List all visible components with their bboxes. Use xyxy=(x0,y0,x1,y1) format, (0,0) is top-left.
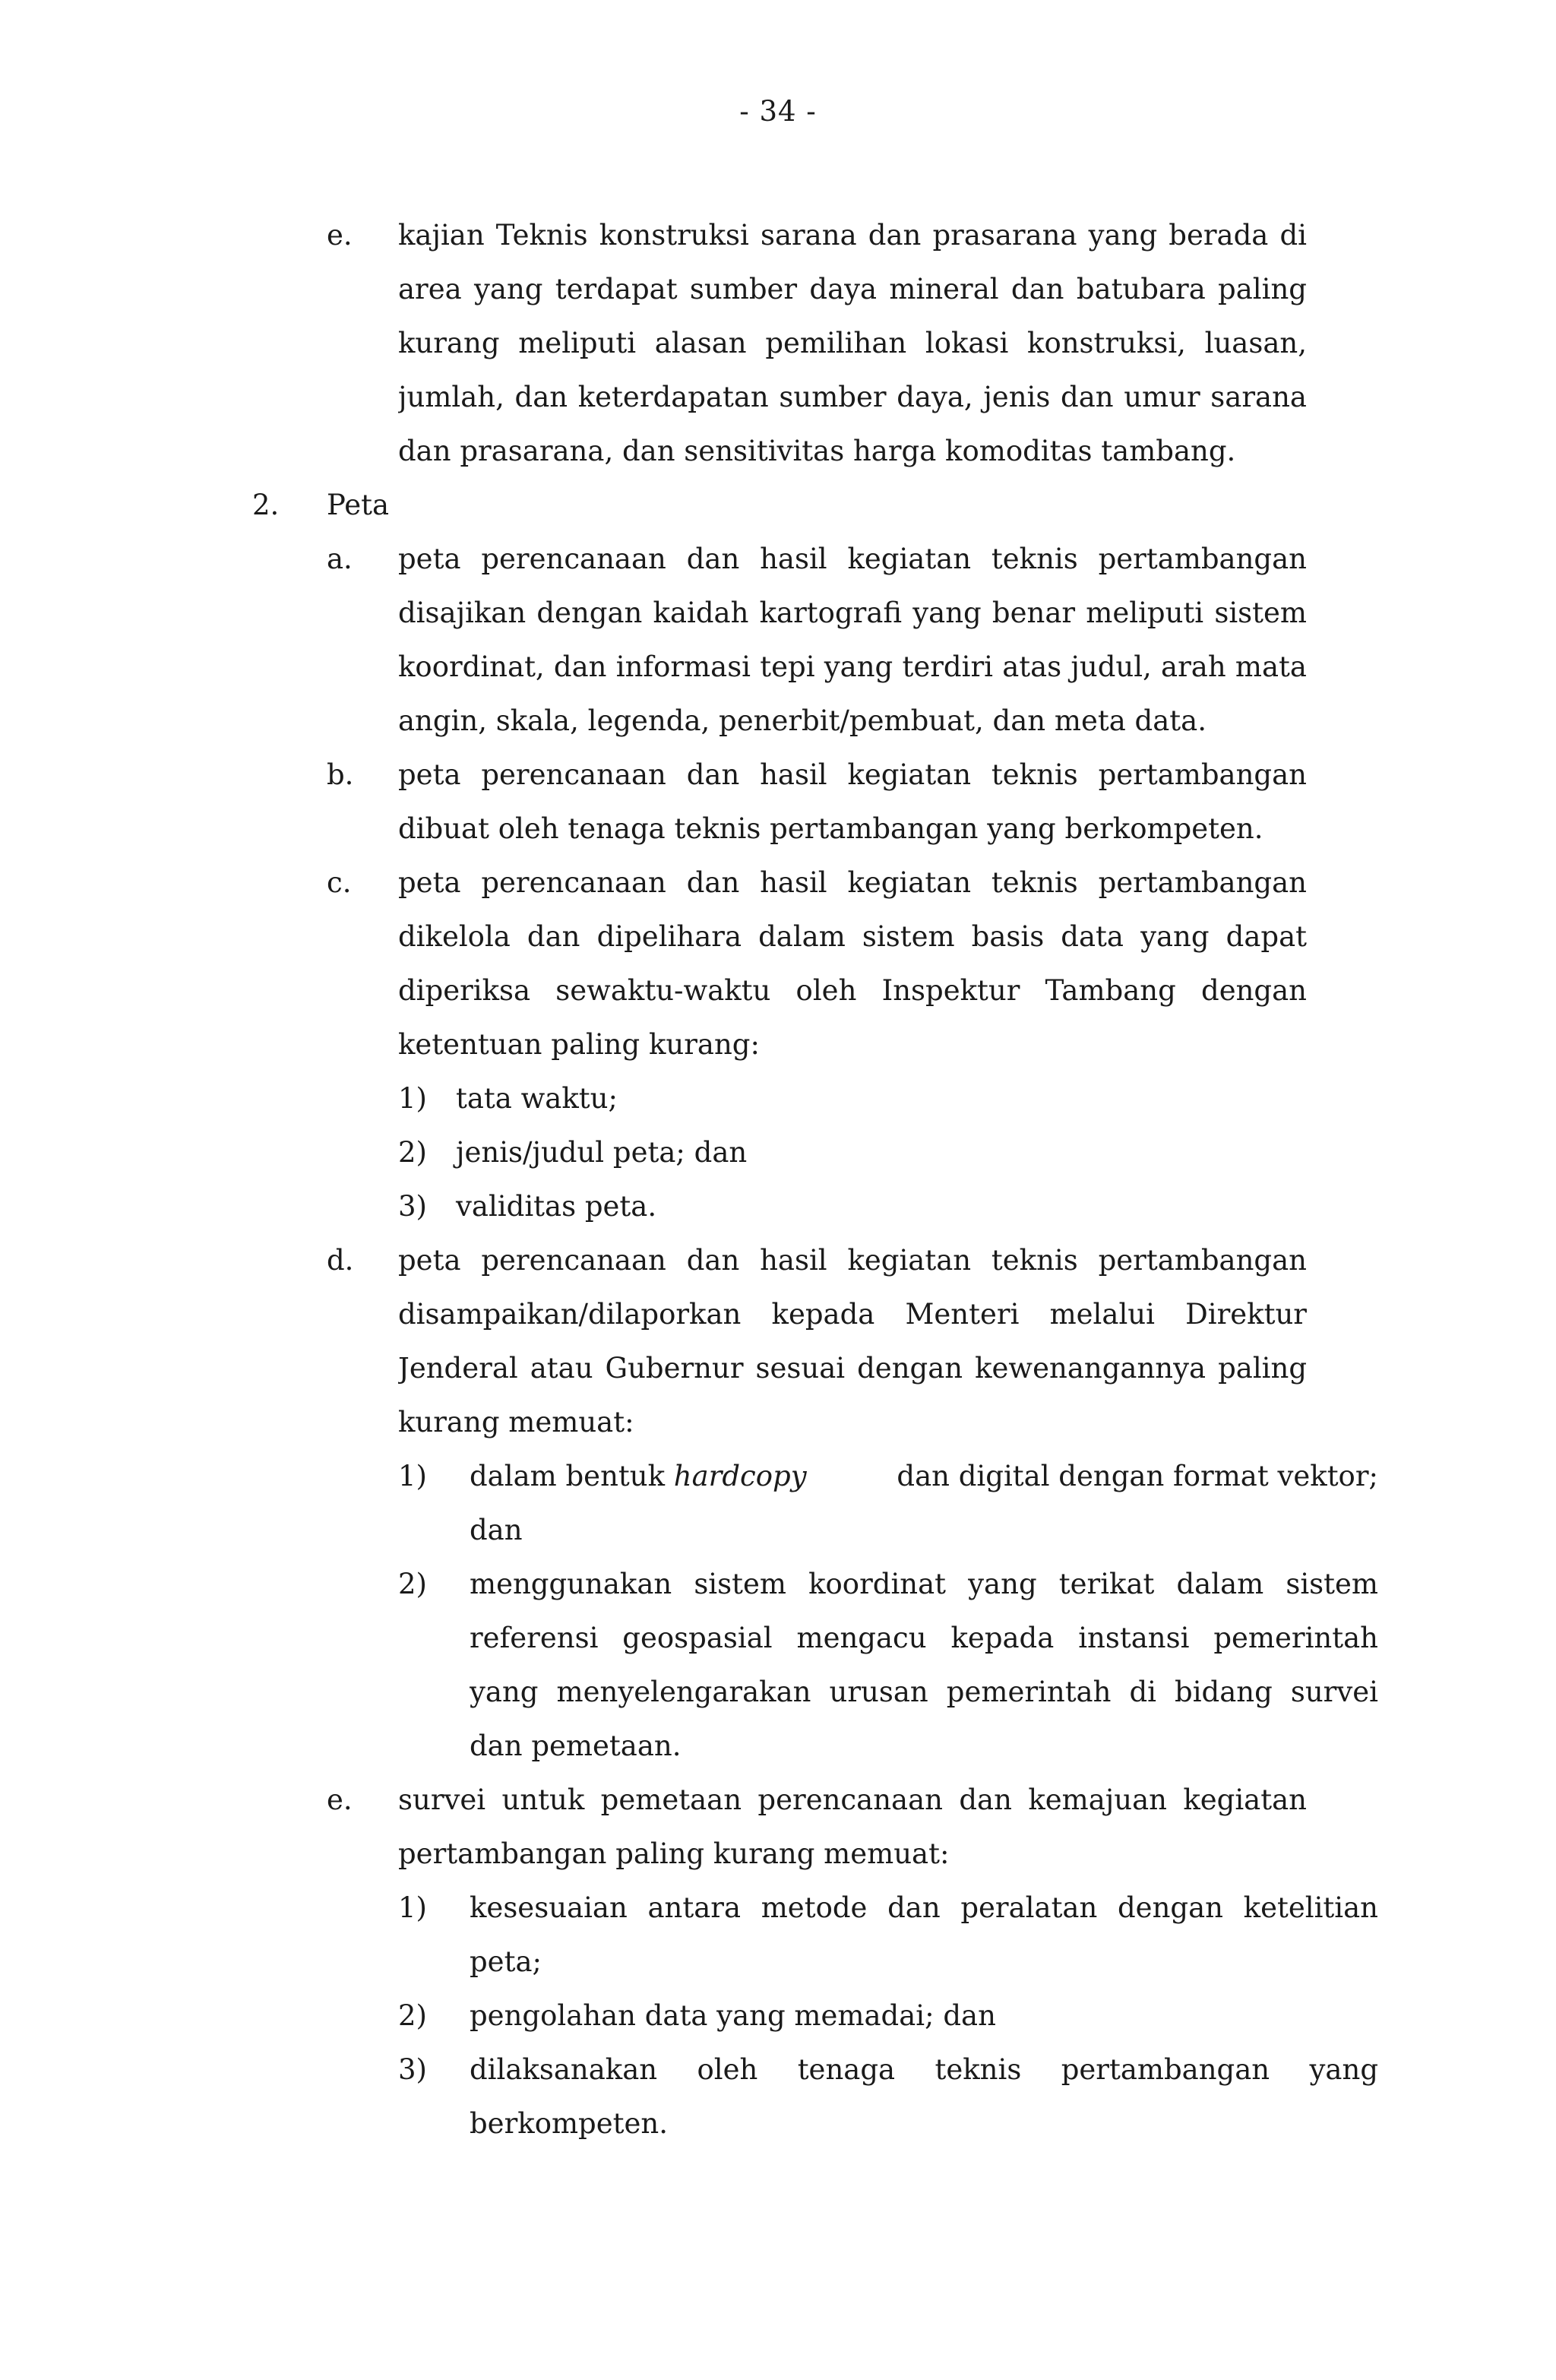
list-item-a xyxy=(0,532,1556,586)
sub-item-marker: 3) xyxy=(398,2053,427,2086)
paragraph-line: peta perencanaan dan hasil kegiatan teknis pertambangan xyxy=(398,1244,1307,1277)
sub-list-item xyxy=(0,1071,1556,1125)
sub-item-text: berkompeten. xyxy=(470,2107,668,2140)
sub-item-marker: 1) xyxy=(398,1082,427,1115)
paragraph-line: dan prasarana, dan sensitivitas harga komoditas tambang. xyxy=(398,435,1236,467)
sub-list-item xyxy=(0,1881,1556,1935)
sub-item-text: dilaksanakan oleh tenaga teknis pertambangan yang xyxy=(470,2053,1378,2086)
document-body xyxy=(0,208,1556,2151)
item-marker: e. xyxy=(327,1783,353,1816)
sub-item-text: pengolahan data yang memadai; dan xyxy=(470,1999,996,2032)
section-heading-2 xyxy=(0,478,1556,532)
sub-item-text: yang menyelengarakan urusan pemerintah di bidang survei xyxy=(470,1676,1378,1708)
sub-list-item xyxy=(0,1179,1556,1233)
sub-item-text: tata waktu; xyxy=(456,1082,618,1115)
paragraph-line: peta perencanaan dan hasil kegiatan teknis pertambangan xyxy=(398,758,1307,791)
paragraph-line: pertambangan paling kurang memuat: xyxy=(398,1837,950,1870)
sub-list-item xyxy=(0,1989,1556,2043)
sub-item-marker: 2) xyxy=(398,1136,427,1169)
list-item-e-prev xyxy=(0,208,1556,262)
paragraph-line: dikelola dan dipelihara dalam sistem basis data yang dapat xyxy=(398,920,1307,953)
paragraph-line: disajikan dengan kaidah kartografi yang benar meliputi sistem xyxy=(398,597,1307,629)
paragraph-line: koordinat, dan informasi tepi yang terdiri atas judul, arah mata xyxy=(398,650,1307,683)
sub-item-text: menggunakan sistem koordinat yang terikat dalam sistem xyxy=(470,1568,1378,1600)
italic-term: hardcopy xyxy=(673,1460,807,1492)
item-marker: c. xyxy=(327,866,352,899)
text-run: dan digital dengan format vektor; xyxy=(887,1460,1378,1492)
sub-item-text: peta; xyxy=(470,1945,542,1978)
sub-list-item xyxy=(0,2043,1556,2097)
paragraph-line: disampaikan/dilaporkan kepada Menteri melalui Direktur xyxy=(398,1298,1307,1331)
sub-item-text: referensi geospasial mengacu kepada instansi pemerintah xyxy=(470,1622,1378,1654)
sub-item-text xyxy=(470,1449,1378,1503)
text-run: dalam bentuk xyxy=(470,1460,674,1492)
item-marker: e. xyxy=(327,219,353,252)
paragraph-line: area yang terdapat sumber daya mineral dan batubara paling xyxy=(398,273,1307,305)
sub-item-text: dan xyxy=(470,1514,523,1546)
paragraph-line: angin, skala, legenda, penerbit/pembuat, dan meta data. xyxy=(398,704,1207,737)
list-item-c xyxy=(0,856,1556,910)
page-number: - 34 - xyxy=(739,95,817,128)
paragraph-line: peta perencanaan dan hasil kegiatan teknis pertambangan xyxy=(398,866,1307,899)
item-marker: a. xyxy=(327,543,353,575)
paragraph-line: ketentuan paling kurang: xyxy=(398,1028,760,1061)
sub-item-marker: 1) xyxy=(398,1460,427,1492)
paragraph-line: survei untuk pemetaan perencanaan dan kemajuan kegiatan xyxy=(398,1783,1307,1816)
section-number: 2. xyxy=(252,489,280,521)
sub-list-item xyxy=(0,1449,1556,1503)
paragraph-line: Jenderal atau Gubernur sesuai dengan kewenangannya paling xyxy=(398,1352,1307,1385)
section-title: Peta xyxy=(327,489,390,521)
sub-item-text: dan pemetaan. xyxy=(470,1730,682,1762)
sub-item-text: kesesuaian antara metode dan peralatan dengan ketelitian xyxy=(470,1891,1378,1924)
sub-item-text: validitas peta. xyxy=(456,1190,657,1223)
sub-item-marker: 3) xyxy=(398,1190,427,1223)
list-item-d xyxy=(0,1233,1556,1287)
list-item-b xyxy=(0,748,1556,802)
sub-list-item xyxy=(0,1557,1556,1611)
item-marker: b. xyxy=(327,758,354,791)
paragraph-line: kurang meliputi alasan pemilihan lokasi konstruksi, luasan, xyxy=(398,327,1307,359)
item-marker: d. xyxy=(327,1244,354,1277)
sub-item-text: jenis/judul peta; dan xyxy=(456,1136,748,1169)
sub-item-marker: 1) xyxy=(398,1891,427,1924)
paragraph-line: diperiksa sewaktu-waktu oleh Inspektur Tambang dengan xyxy=(398,974,1307,1007)
paragraph-line: kajian Teknis konstruksi sarana dan prasarana yang berada di xyxy=(398,219,1307,252)
sub-item-marker: 2) xyxy=(398,1568,427,1600)
paragraph-line: dibuat oleh tenaga teknis pertambangan yang berkompeten. xyxy=(398,812,1263,845)
paragraph-line: peta perencanaan dan hasil kegiatan teknis pertambangan xyxy=(398,543,1307,575)
list-item-e xyxy=(0,1773,1556,1827)
paragraph-line: jumlah, dan keterdapatan sumber daya, jenis dan umur sarana xyxy=(398,381,1307,413)
sub-list-item xyxy=(0,1125,1556,1179)
sub-item-marker: 2) xyxy=(398,1999,427,2032)
paragraph-line: kurang memuat: xyxy=(398,1406,634,1438)
